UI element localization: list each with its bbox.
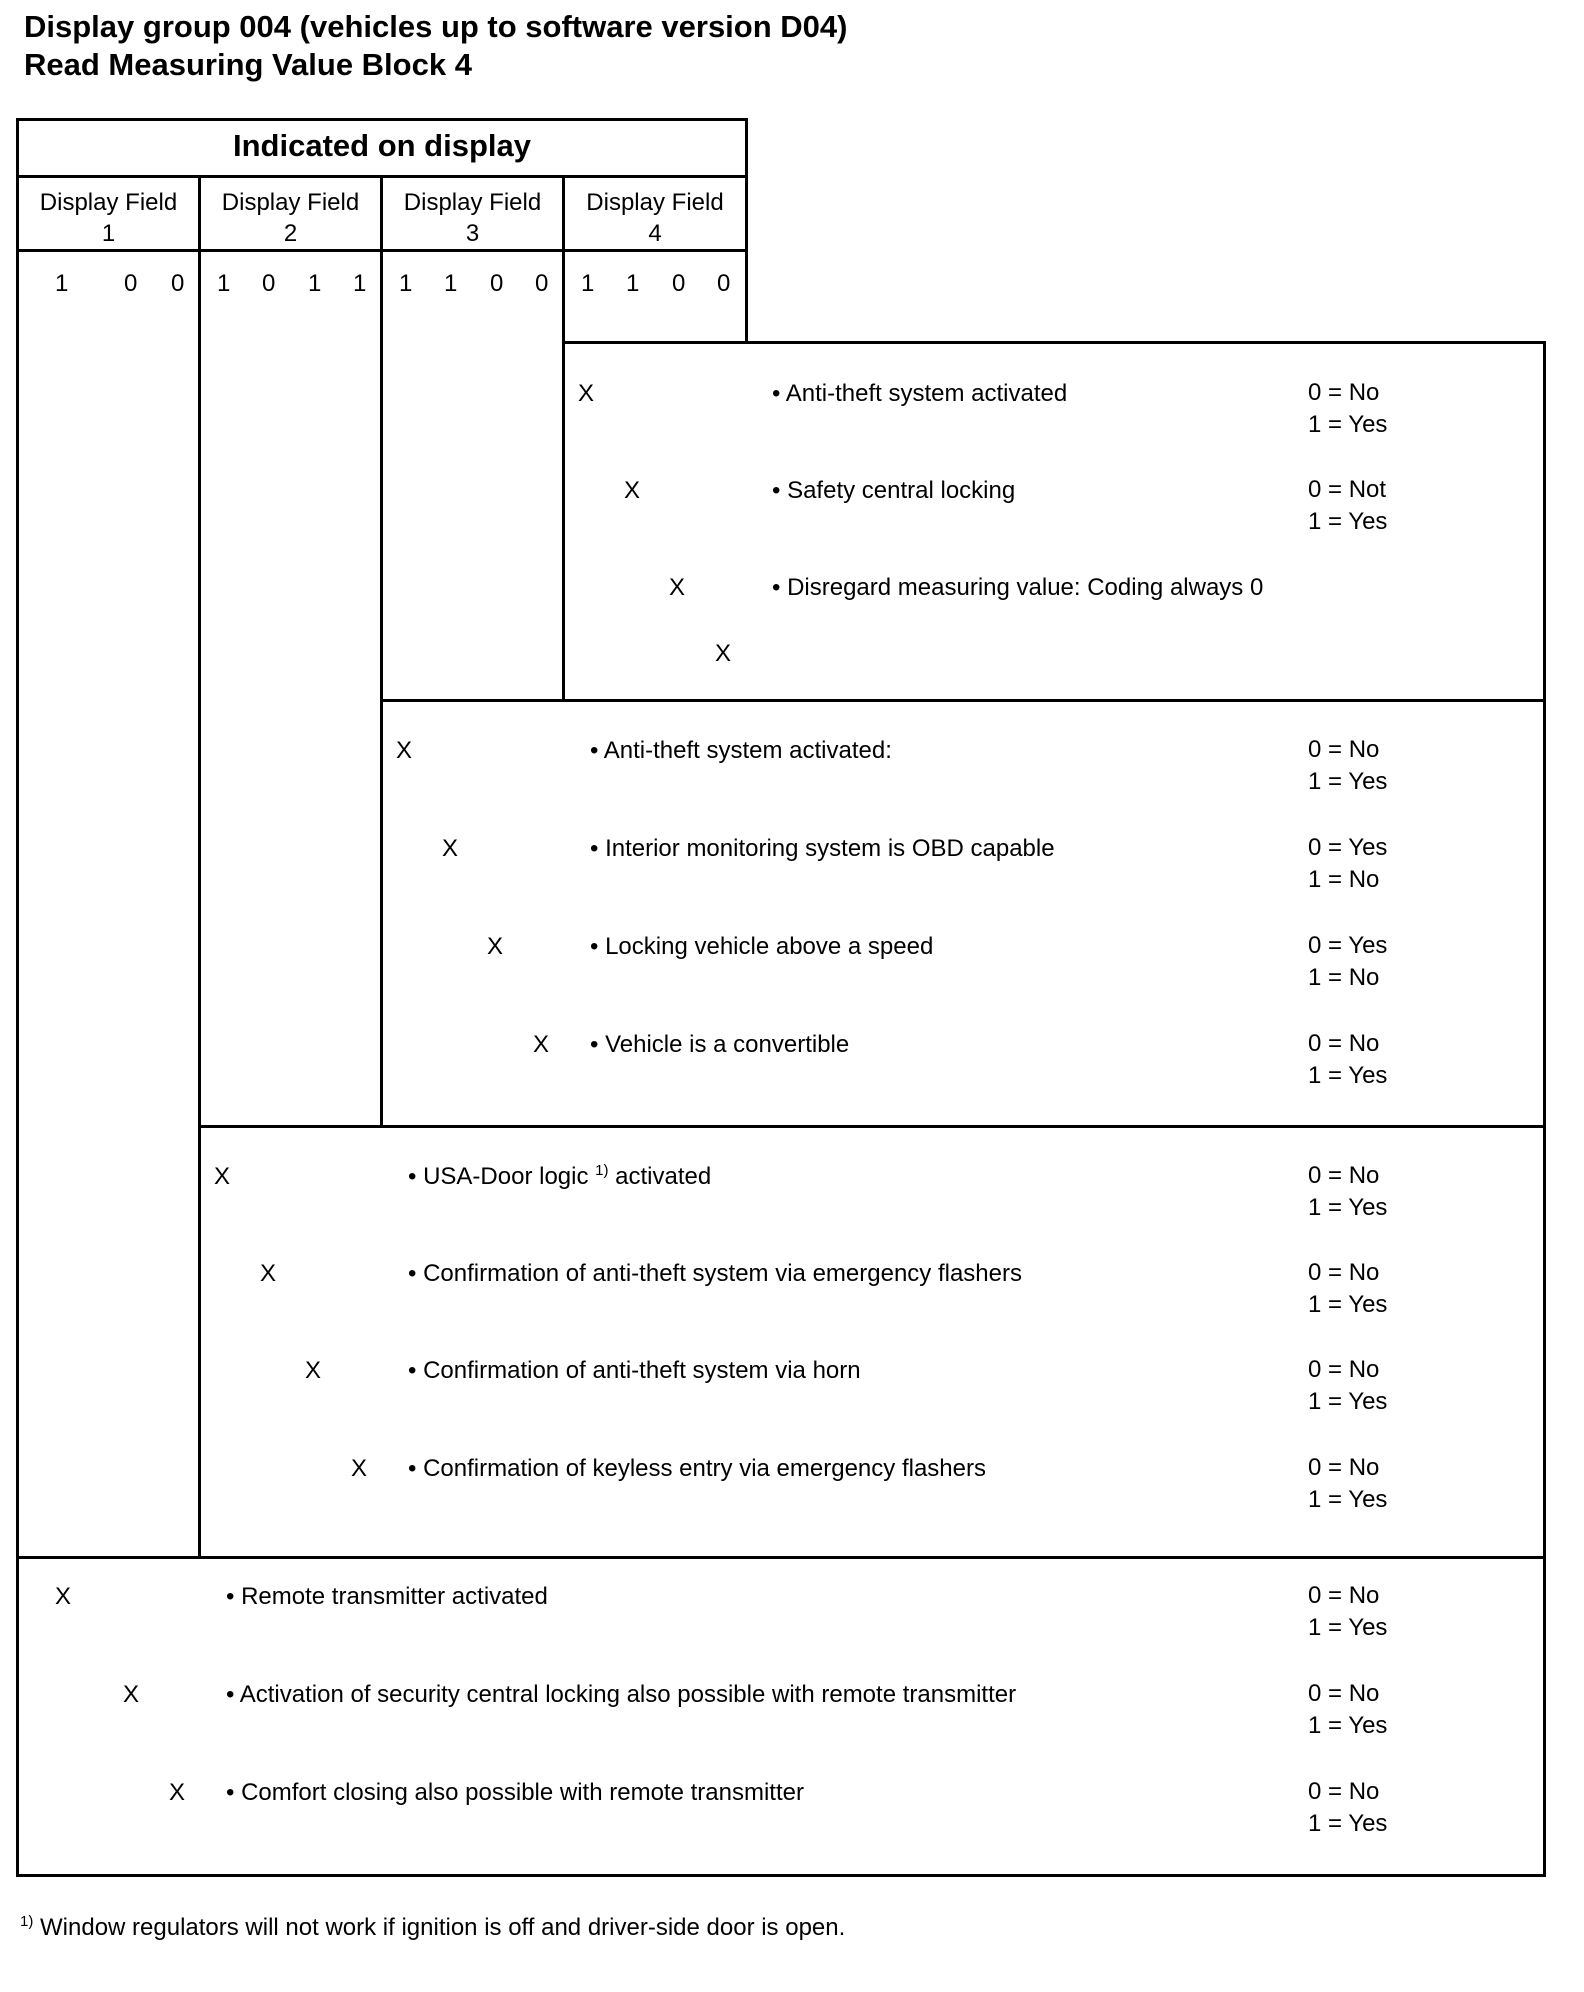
list-item: • Remote transmitter activated <box>226 1583 548 1610</box>
bit-marker: X <box>533 1031 550 1058</box>
value-options: 0 = No 1 = Yes <box>1308 1259 1388 1318</box>
list-item: • Confirmation of anti-theft system via horn <box>408 1357 861 1384</box>
field-header-1: Display Field 1 <box>39 189 178 247</box>
bit-marker: X <box>123 1681 140 1708</box>
right-mask <box>1546 330 1584 1890</box>
digit: 0 <box>124 270 138 297</box>
bit-marker: X <box>260 1260 277 1287</box>
field-header-2: Display Field 2 <box>221 189 360 247</box>
value-options: 0 = No 1 = Yes <box>1308 1162 1388 1221</box>
list-item: • Safety central locking <box>772 477 1016 504</box>
bit-marker: X <box>169 1779 186 1806</box>
value-options: 0 = Yes 1 = No <box>1308 834 1388 893</box>
value-options: 0 = No 1 = Yes <box>1308 1356 1388 1415</box>
table-caption: Indicated on display <box>233 128 531 163</box>
value-options: 0 = No 1 = Yes <box>1308 1680 1388 1739</box>
digit: 0 <box>490 270 504 297</box>
list-item: • Vehicle is a convertible <box>590 1031 850 1058</box>
digit: 1 <box>217 270 231 297</box>
value-options: 0 = No 1 = Yes <box>1308 379 1388 438</box>
group-box-field-3 <box>380 699 1584 1128</box>
bit-marker: X <box>396 737 413 764</box>
table-right-edge <box>1543 341 1546 1877</box>
value-options: 0 = No 1 = Yes <box>1308 1030 1388 1089</box>
field-header-3: Display Field 3 <box>403 189 542 247</box>
value-options: 0 = No 1 = Yes <box>1308 1454 1388 1513</box>
heading-line-1: Display group 004 (vehicles up to software version D04) <box>24 9 848 44</box>
footnote-mark: 1) <box>20 1913 34 1930</box>
bit-marker: X <box>487 933 504 960</box>
footnote-text: Window regulators will not work if ignition is off and driver-side door is open. <box>40 1914 846 1941</box>
list-item: • Anti-theft system activated <box>772 380 1068 407</box>
digit: 1 <box>581 270 595 297</box>
list-item: • Confirmation of anti-theft system via emergency flashers <box>408 1260 1022 1287</box>
digit: 1 <box>55 270 69 297</box>
value-options: 0 = No 1 = Yes <box>1308 1778 1388 1837</box>
value-options: 0 = No 1 = Yes <box>1308 1582 1388 1641</box>
digit: 1 <box>353 270 367 297</box>
footnote-ref: 1) <box>595 1162 609 1179</box>
bit-marker: X <box>442 835 459 862</box>
list-item: • USA-Door logic $^{1)}$ activated <box>408 1162 712 1190</box>
list-item: • Locking vehicle above a speed <box>590 933 934 960</box>
digit: 0 <box>262 270 276 297</box>
digit: 1 <box>444 270 458 297</box>
digit: 1 <box>399 270 413 297</box>
list-item: • Activation of security central locking also possible with remote transmitter <box>226 1681 1017 1708</box>
column-separator-4 <box>745 175 748 344</box>
digit: 0 <box>717 270 731 297</box>
digit: 0 <box>535 270 549 297</box>
footnote <box>20 1914 845 1942</box>
bit-marker: X <box>624 477 641 504</box>
bit-marker: X <box>715 640 732 667</box>
list-item: • Comfort closing also possible with remote transmitter <box>226 1779 804 1806</box>
digit: 1 <box>626 270 640 297</box>
bit-marker: X <box>305 1357 322 1384</box>
heading-line-2: Read Measuring Value Block 4 <box>24 47 472 82</box>
bit-marker: X <box>669 574 686 601</box>
field-header-4: Display Field 4 <box>586 189 724 247</box>
bit-marker: X <box>578 380 595 407</box>
list-item: • Anti-theft system activated: <box>590 737 892 764</box>
list-item: • Confirmation of keyless entry via emergency flashers <box>408 1455 986 1482</box>
digit: 0 <box>171 270 185 297</box>
list-item: • Interior monitoring system is OBD capable <box>590 835 1055 862</box>
value-options: 0 = Yes 1 = No <box>1308 932 1388 991</box>
bit-marker: X <box>214 1163 231 1190</box>
list-item: • Disregard measuring value: Coding always 0 <box>772 574 1264 601</box>
value-options: 0 = No 1 = Yes <box>1308 736 1388 795</box>
bit-marker: X <box>55 1583 72 1610</box>
digit: 1 <box>308 270 322 297</box>
bit-marker: X <box>351 1455 368 1482</box>
digit: 0 <box>672 270 686 297</box>
value-options: 0 = Not 1 = Yes <box>1308 476 1388 535</box>
